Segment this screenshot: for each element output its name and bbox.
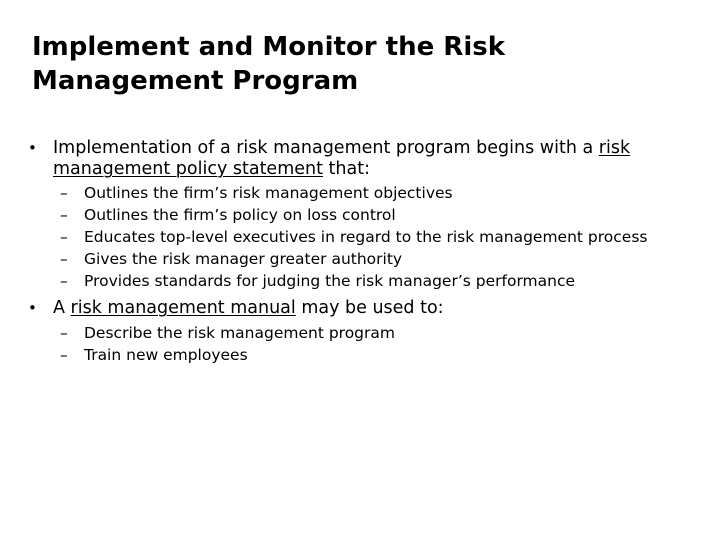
- dash-icon: –: [60, 228, 68, 246]
- sub-bullet: [28, 347, 698, 363]
- dash-icon: –: [60, 184, 68, 202]
- sub-bullet-text: Train new employees: [84, 346, 248, 364]
- sub-bullet: [28, 325, 698, 341]
- title-line-1: Implement and Monitor the Risk: [32, 32, 506, 62]
- sub-bullet: [28, 185, 698, 201]
- slide-body: [28, 138, 698, 363]
- dash-icon: –: [60, 250, 68, 268]
- bullet-text-post: may be used to:: [295, 298, 444, 318]
- bullet-manual: [28, 298, 698, 319]
- sub-bullet-text: Outlines the firm’s policy on loss control: [84, 206, 396, 224]
- bullet-text-post: that:: [322, 159, 370, 179]
- sub-bullet: [28, 229, 698, 245]
- sub-bullet: [28, 273, 698, 289]
- sub-bullet: [28, 207, 698, 223]
- dash-icon: –: [60, 206, 68, 224]
- sub-bullet-text: Gives the risk manager greater authority: [84, 250, 403, 268]
- sub-bullet-text: Educates top-level executives in regard to the risk management process: [84, 228, 648, 246]
- bullet-text-pre: A: [53, 298, 71, 318]
- bullet-text-pre: Implementation of a risk management program begins with a: [53, 138, 599, 158]
- slide-title: [32, 30, 692, 98]
- manual-term: risk management manual: [70, 298, 296, 318]
- bullet-dot-icon: •: [28, 139, 37, 157]
- dash-icon: –: [60, 324, 68, 342]
- sub-bullet-text: Describe the risk management program: [84, 324, 395, 342]
- bullet-dot-icon: •: [28, 299, 37, 317]
- bullet-implementation: [28, 138, 698, 180]
- sub-bullet: [28, 251, 698, 267]
- title-line-2: Management Program: [32, 66, 359, 96]
- sub-bullet-text: Provides standards for judging the risk manager’s performance: [84, 272, 576, 290]
- policy-statement-term: risk management policy statement: [53, 138, 631, 179]
- sub-bullet-text: Outlines the firm’s risk management objectives: [84, 184, 453, 202]
- dash-icon: –: [60, 272, 68, 290]
- dash-icon: –: [60, 346, 68, 364]
